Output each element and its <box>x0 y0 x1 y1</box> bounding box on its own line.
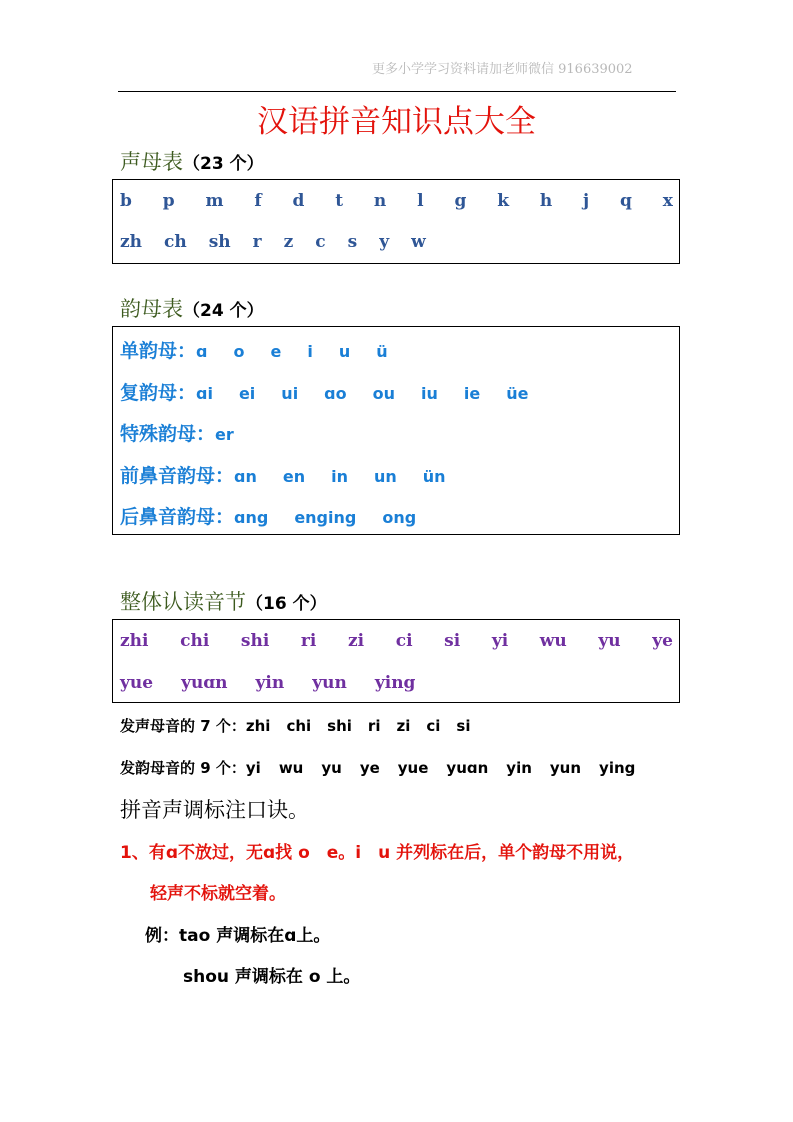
fa-yunmu-items <box>246 759 654 777</box>
fa-shengmu-item: ci <box>426 717 441 735</box>
fa-shengmu-item: zi <box>396 717 411 735</box>
page-title: 汉语拼音知识点大全 <box>257 104 536 140</box>
yunmu-row-label: 特殊韵母： <box>120 423 216 445</box>
shengmu-item: zh <box>120 232 143 252</box>
fa-yunmu-item: ye <box>359 759 380 777</box>
yunmu-row-label: 复韵母： <box>120 381 197 404</box>
zhengti-item: yuɑn <box>181 673 228 693</box>
yunmu-item: e <box>270 342 282 361</box>
yunmu-item: ɑ <box>196 342 208 361</box>
zhengti-item: zi <box>347 631 365 651</box>
shengmu-item: p <box>162 191 175 211</box>
yunmu-item: ong <box>382 508 417 527</box>
zhengti-item: ci <box>395 631 413 651</box>
yunmu-item: üe <box>506 383 529 403</box>
shengmu-item: f <box>254 191 262 211</box>
yunmu-item: un <box>373 466 397 486</box>
zhengti-item: yue <box>120 673 154 693</box>
shengmu-item: x <box>662 191 673 211</box>
yunmu-item: o <box>233 342 245 361</box>
zhengti-item: shi <box>240 631 270 651</box>
shengmu-item: t <box>335 191 344 211</box>
yunmu-box <box>112 326 680 535</box>
fa-yunmu-item: yuɑn <box>446 759 489 777</box>
zhengti-count: （16 个） <box>246 594 327 614</box>
zhengti-row-1 <box>120 631 673 655</box>
shengmu-box <box>112 179 680 264</box>
fa-yunmu-item: yue <box>397 759 429 777</box>
fa-shengmu-item: shi <box>327 717 352 735</box>
zhengti-item: yu <box>598 631 621 651</box>
yunmu-item: i <box>307 342 313 361</box>
fa-yunmu-item: yu <box>321 759 342 777</box>
yunmu-item: ɑng <box>234 508 269 527</box>
yunmu-row-label: 前鼻音韵母： <box>120 464 235 487</box>
example-2: shou 声调标在 o 上。 <box>183 967 361 987</box>
zhengti-row-2 <box>120 673 673 697</box>
koujue-rule-line-2: 轻声不标就空着。 <box>150 884 286 904</box>
yunmu-item: u <box>338 342 351 361</box>
shengmu-row-2 <box>120 232 673 256</box>
yunmu-row <box>120 419 673 443</box>
zhengti-item: yin <box>255 673 285 693</box>
fa-shengmu-item: chi <box>286 717 312 735</box>
zhengti-heading <box>120 586 327 616</box>
fa-shengmu-label: 发声母音的 7 个： <box>120 717 246 735</box>
yunmu-item: enging <box>294 508 357 527</box>
fa-shengmu-items <box>246 717 487 735</box>
koujue-rule-line-1: 1、有ɑ不放过，无ɑ找 o e。i u 并列标在后，单个韵母不用说， <box>120 843 635 863</box>
zhengti-item: wu <box>539 631 567 651</box>
fa-yunmu-item: yun <box>549 759 582 777</box>
yunmu-count: （24 个） <box>183 301 264 321</box>
shengmu-item: ch <box>164 232 187 252</box>
shengmu-item: w <box>411 232 426 252</box>
header-rule <box>118 91 676 92</box>
zhengti-item: si <box>444 631 461 651</box>
zhengti-item: ying <box>374 673 416 693</box>
shengmu-item: r <box>252 232 262 252</box>
fa-yunmu-item: yi <box>245 759 261 777</box>
fa-yunmu-item: yin <box>506 759 532 777</box>
shengmu-item: sh <box>208 232 231 252</box>
zhengti-item: yun <box>312 673 347 693</box>
shengmu-item: b <box>120 191 132 211</box>
zhengti-item: ye <box>652 631 673 651</box>
yunmu-item: ui <box>281 383 299 403</box>
shengmu-item: z <box>283 232 294 252</box>
yunmu-row <box>120 461 673 485</box>
shengmu-item: y <box>379 232 390 252</box>
yunmu-row <box>120 378 673 402</box>
fa-shengmu-item: si <box>456 717 471 735</box>
fa-shengmu-item: zhi <box>245 717 271 735</box>
zhengti-item: zhi <box>120 631 149 651</box>
yunmu-item: ü <box>376 342 388 361</box>
shengmu-item: d <box>292 191 305 211</box>
yunmu-item: ɑi <box>196 383 213 403</box>
yunmu-item: ün <box>422 466 446 486</box>
yunmu-row-label: 单韵母： <box>120 340 197 362</box>
yunmu-item: ie <box>463 383 481 403</box>
fa-yunmu-line <box>120 757 653 778</box>
zhengti-box <box>112 619 680 703</box>
zhengti-item: yi <box>491 631 509 651</box>
yunmu-row <box>120 502 673 526</box>
fa-yunmu-label: 发韵母音的 9 个： <box>120 759 246 777</box>
yunmu-row-label: 后鼻音韵母： <box>120 506 235 528</box>
shengmu-heading <box>120 146 264 176</box>
shengmu-count: （23 个） <box>183 154 264 174</box>
yunmu-item: ɑn <box>234 466 257 486</box>
yunmu-item: ɑo <box>324 383 347 403</box>
shengmu-item: g <box>454 191 467 211</box>
shengmu-item: q <box>620 191 632 211</box>
example-1: 例：tao 声调标在ɑ上。 <box>145 926 331 946</box>
yunmu-row <box>120 336 673 360</box>
yunmu-item: iu <box>421 383 438 403</box>
zhengti-item: ri <box>300 631 317 651</box>
fa-shengmu-line <box>120 715 486 736</box>
shengmu-item: c <box>315 232 326 252</box>
zhengti-item: chi <box>180 631 210 651</box>
fa-yunmu-item: ying <box>599 759 636 777</box>
zhengti-heading-text: 整体认读音节 <box>120 590 246 614</box>
shengmu-item: k <box>497 191 509 211</box>
yunmu-item: ou <box>372 383 396 403</box>
shengmu-heading-text: 声母表 <box>120 150 183 174</box>
yunmu-item: en <box>282 466 306 486</box>
shengmu-item: m <box>205 191 224 211</box>
yunmu-heading-text: 韵母表 <box>120 297 183 321</box>
shengmu-item: s <box>347 232 358 252</box>
yunmu-item: er <box>215 425 234 444</box>
yunmu-item: ei <box>238 383 256 403</box>
watermark-text: 更多小学学习资料请加老师微信 916639002 <box>372 62 633 77</box>
shengmu-item: n <box>373 191 387 211</box>
shengmu-item: l <box>417 191 424 211</box>
fa-shengmu-item: ri <box>367 717 381 735</box>
shengmu-item: j <box>583 191 590 211</box>
shengmu-row-1 <box>120 191 673 215</box>
yunmu-item: in <box>331 466 348 486</box>
fa-yunmu-item: wu <box>278 759 304 777</box>
koujue-heading: 拼音声调标注口诀。 <box>120 798 309 822</box>
yunmu-heading <box>120 293 264 323</box>
shengmu-item: h <box>539 191 553 211</box>
